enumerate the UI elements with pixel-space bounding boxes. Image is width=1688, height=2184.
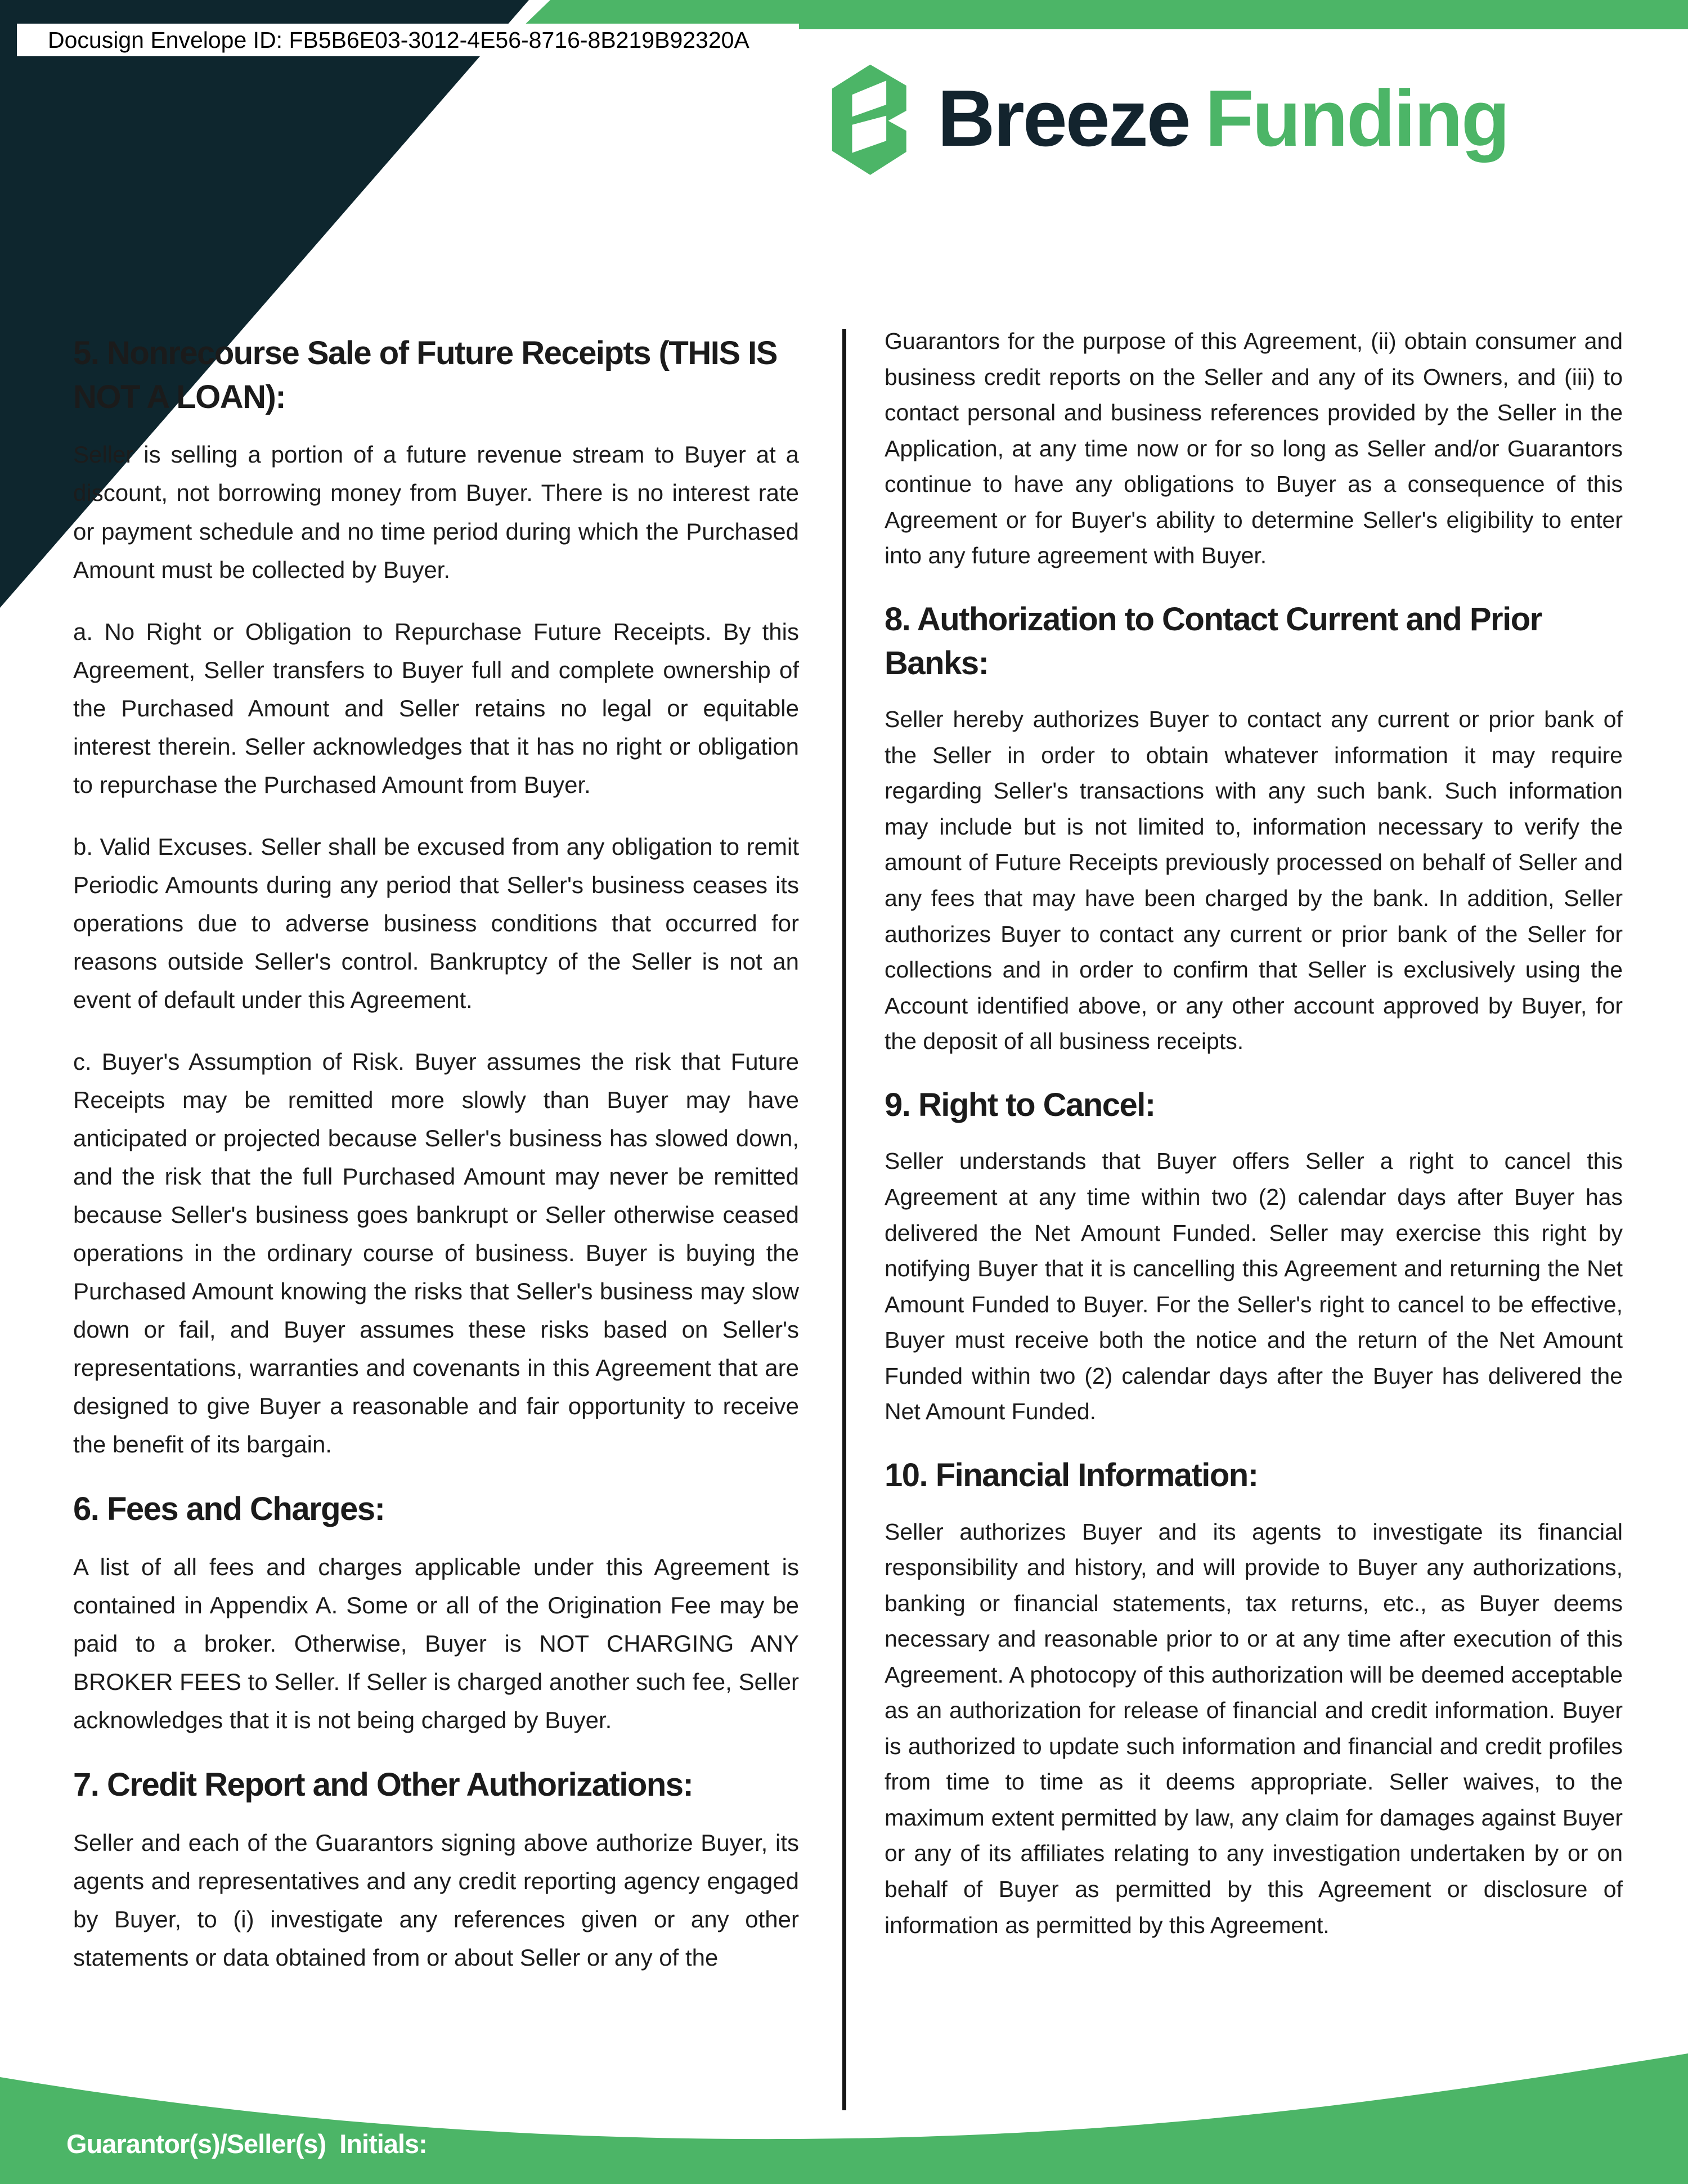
section-5-clause-a: a. No Right or Obligation to Repurchase Future Receipts. By this Agreement, Seller transfers to Buyer full and complete ownership of the Purchased Amount and Seller retains no legal or equitable interest therein. Seller acknowledges that it has no right or obligation to repurchase the Purchased Amount from Buyer. (73, 618, 799, 798)
section-5-clause-c: c. Buyer's Assumption of Risk. Buyer assumes the risk that Future Receipts may be remitted more slowly than Buyer may have anticipated or projected because Seller's business has slowed down, and the risk that the full Purchased Amount may never be remitted because Seller's business goes bankrupt or Seller otherwise ceased operations in the ordinary course of business. Buyer is buying the Purchased Amount knowing the risks that Seller's business may slow down or fail, and Buyer assumes these risks based on Seller's representations, warranties and covenants in this Agreement that are designed to give Buyer a reasonable and fair opportunity to receive the benefit of its bargain. (73, 1048, 799, 1458)
section-6-title: 6. Fees and Charges: (73, 1491, 385, 1528)
footer-wave-decoration (0, 2038, 1688, 2184)
section-10-title: 10. Financial Information: (885, 1456, 1258, 1494)
left-column (73, 324, 799, 2001)
section-7-continuation: Guarantors for the purpose of this Agreement, (ii) obtain consumer and business credit reports on the Seller and any of its Owners, and (iii) to contact personal and business references provided by the Seller in the Application, at any time now or for so long as Seller and/or Guarantors continue to have any obligations to Buyer as a consequence of this Agreement or for Buyer's ability to determine Seller's eligibility to enter into any future agreement with Buyer. (885, 328, 1623, 569)
brand-logo (815, 59, 1509, 179)
breeze-b-logo-icon (815, 59, 922, 179)
section-8-body: Seller hereby authorizes Buyer to contact any current or prior bank of the Seller in order to obtain whatever information it may require regarding Seller's transactions with any such bank. Such information may include but is not limited to, information necessary to verify the amount of Future Receipts previously processed on behalf of Seller and any fees that may have been charged by the bank. In addition, Seller authorizes Buyer to contact any current or prior bank of the Seller for collections and in order to confirm that Seller is exclusively using the Account identified above, or any other account approved by Buyer, for the deposit of all business receipts. (885, 706, 1623, 1055)
docusign-envelope-banner (17, 24, 799, 56)
docusign-envelope-id: Docusign Envelope ID: FB5B6E03-3012-4E56-8716-8B219B92320A (48, 26, 749, 53)
section-7-title: 7. Credit Report and Other Authorizations: (73, 1766, 693, 1804)
section-5-title: 5. Nonrecourse Sale of Future Receipts (THIS IS NOT A LOAN): (73, 335, 777, 415)
logo-wordmark-breeze: Breeze (937, 74, 1189, 163)
right-column (885, 324, 1623, 1967)
section-10-body: Seller authorizes Buyer and its agents to investigate its financial responsibility and history, and will provide to Buyer any authorizations, banking or financial statements, tax returns, etc., as Buyer deems necessary and reasonable prior to or at any time after execution of this Agreement. A photocopy of this authorization will be deemed acceptable as an authorization for release of financial and credit information. Buyer is authorized to update such information and financial and credit profiles from time to time as it deems appropriate. Seller waives, to the maximum extent permitted by law, any claim for damages against Buyer or any of its affiliates relating to any investigation undertaken by or on behalf of Buyer as permitted by this Agreement or disclosure of information as permitted by this Agreement. (885, 1518, 1623, 1938)
footer-initials-label: Guarantor(s)/Seller(s) Initials: (66, 2129, 427, 2159)
section-5-intro: Seller is selling a portion of a future revenue stream to Buyer at a discount, not borrowing money from Buyer. There is no interest rate or payment schedule and no time period during which the Purchased Amount must be collected by Buyer. (73, 441, 799, 583)
section-9-title: 9. Right to Cancel: (885, 1086, 1155, 1123)
section-5-clause-b: b. Valid Excuses. Seller shall be excused from any obligation to remit Periodic Amounts during any period that Seller's business ceases its operations due to adverse business conditions that occurred for reasons outside Seller's control. Bankruptcy of the Seller is not an event of default under this Agreement. (73, 833, 799, 1013)
logo-wordmark-funding: Funding (1205, 74, 1509, 163)
section-8-title: 8. Authorization to Contact Current and Prior Banks: (885, 600, 1542, 681)
section-7-body: Seller and each of the Guarantors signing above authorize Buyer, its agents and representatives and any credit reporting agency engaged by Buyer, to (i) investigate any references given or any other statements or data obtained from or about Seller or any of the (73, 1829, 799, 1971)
section-6-body: A list of all fees and charges applicable under this Agreement is contained in Appendix A. Some or all of the Origination Fee may be paid to a broker. Otherwise, Buyer is NOT CHARGING ANY BROKER FEES to Seller. If Seller is charged another such fee, Seller acknowledges that it is not being charged by Buyer. (73, 1553, 799, 1734)
section-9-body: Seller understands that Buyer offers Seller a right to cancel this Agreement at any time within two (2) calendar days after Buyer has delivered the Net Amount Funded. Seller may exercise this right by notifying Buyer that it is cancelling this Agreement and returning the Net Amount Funded to Buyer. For the Seller's right to cancel to be effective, Buyer must receive both the notice and the return of the Net Amount Funded within two (2) calendar days after the Buyer has delivered the Net Amount Funded. (885, 1148, 1623, 1425)
column-divider (842, 329, 846, 2110)
logo-wordmark (937, 59, 1509, 179)
